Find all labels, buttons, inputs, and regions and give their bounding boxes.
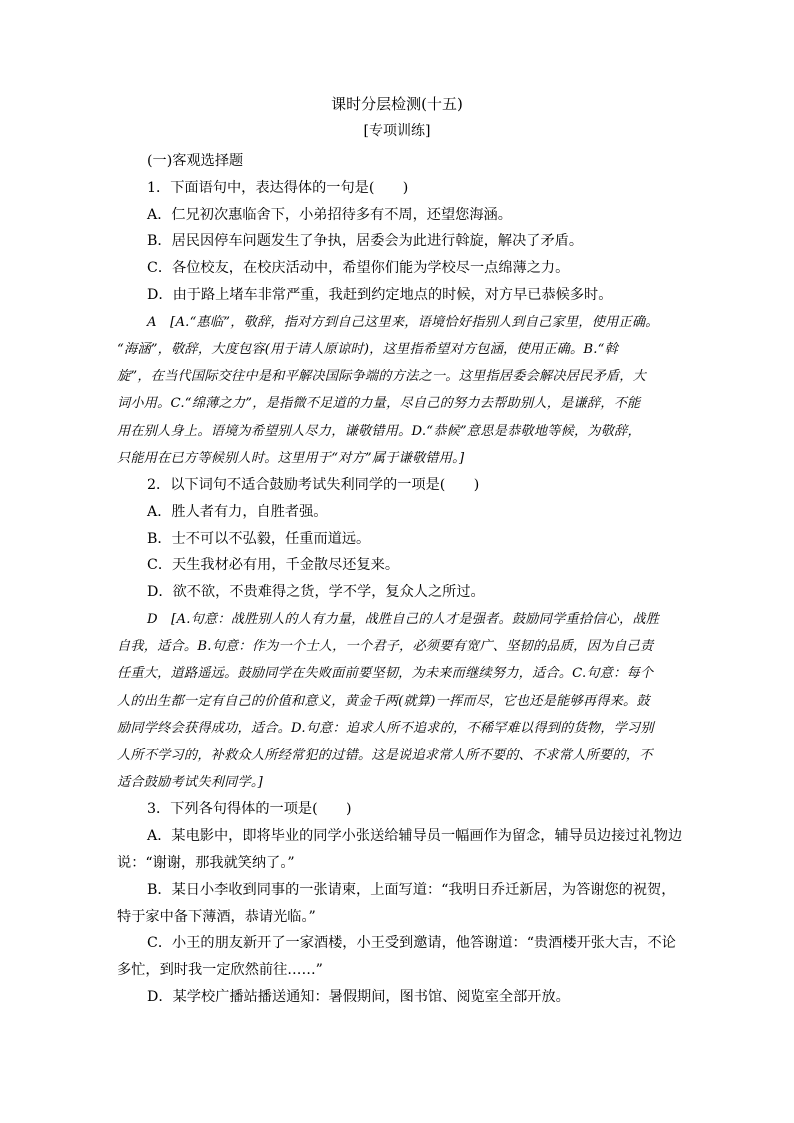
- answer-line: 自我，适合。B.句意：作为一个士人，一个君子，必须要有宽广、坚韧的品质，因为自己责: [117, 639, 654, 655]
- answer-line: 人所不学习的，补救众人所经常犯的过错。这是说追求常人所不要的、不求常人所要的，不: [117, 748, 653, 763]
- page-subtitle: [专项训练]: [363, 123, 431, 139]
- option-b-continued: 特于家中备下薄酒，恭请光临。”: [117, 908, 316, 925]
- question-3: [117, 796, 683, 1010]
- option-a: A．仁兄初次惠临舍下，小弟招待多有不周，还望您海涵。: [147, 206, 512, 223]
- option-c-continued: 多忙，到时我一定欣然前往……”: [117, 962, 323, 979]
- answer-line: 用在别人身上。语境为希望别人尽力，谦敬错用。D.“恭候”意思是恭敬地等候，为敬辞，: [117, 423, 641, 439]
- option-b: B．士不可以不弘毅，任重而道远。: [147, 530, 371, 547]
- answer-line: D [A.句意：战胜别人的人有力量，战胜自己的人才是强者。鼓励同学重拾信心，战胜: [147, 611, 660, 627]
- answer-explanation: [117, 309, 679, 472]
- question-stem: 2．以下词句不适合鼓励考试失利同学的一项是( ): [147, 477, 480, 493]
- answer-line: A [A.“惠临”，敬辞，指对方到自己这里来，语境恰好指别人到自己家里，使用正确。: [147, 314, 659, 330]
- section-heading: (一)客观选择题: [147, 153, 244, 169]
- question-2: [117, 472, 679, 796]
- answer-line: 旋”，在当代国际交往中是和平解决国际争端的方法之一。这里指居委会解决居民矛盾，大: [117, 369, 647, 385]
- question-1: [117, 175, 679, 472]
- option-b: B．某日小李收到同事的一张请柬，上面写道：“我明日乔迁新居，为答谢您的祝贺，: [147, 881, 676, 898]
- option-c: C．天生我材必有用，千金散尽还复来。: [147, 557, 400, 574]
- option-a: A．某电影中，即将毕业的同学小张送给辅导员一幅画作为留念，辅导员边接过礼物边: [147, 828, 683, 845]
- page-title: 课时分层检测(十五): [331, 95, 463, 113]
- answer-line: 人的出生都一定有自己的价值和意义，黄金千两(就算)一挥而尽，它也还是能够再得来。鼓: [117, 693, 650, 709]
- question-stem: 3．下列各句得体的一项是( ): [147, 801, 352, 818]
- option-c: C．各位校友，在校庆活动中，希望你们能为学校尽一点绵薄之力。: [147, 260, 570, 277]
- question-stem: 1．下面语句中，表达得体的一句是( ): [147, 179, 409, 196]
- option-d: D．某学校广播站播送通知：暑假期间，图书馆、阅览室全部开放。: [147, 988, 570, 1005]
- option-c: C．小王的朋友新开了一家酒楼，小王受到邀请，他答谢道：“贵酒楼开张大吉，不论: [147, 935, 676, 952]
- answer-line: “海涵”，敬辞，大度包容(用于请人原谅时)，这里指希望对方包涵，使用正确。B.“斡: [117, 341, 618, 357]
- option-d: D．由于路上堵车非常严重，我赶到约定地点的时候，对方早已恭候多时。: [147, 286, 613, 303]
- answer-explanation: [117, 606, 679, 796]
- content-body: [117, 148, 683, 1011]
- answer-line: 只能用在已方等候别人时。这里用于“对方”属于谦敬错用。]: [117, 450, 465, 466]
- option-a: A．胜人者有力，自胜者强。: [147, 503, 328, 520]
- answer-line: 励同学终会获得成功，适合。D.句意：追求人所不追求的，不稀罕难以得到的货物，学习别: [117, 720, 654, 736]
- answer-line: 适合鼓励考试失利同学。]: [117, 775, 264, 791]
- answer-line: 词小用。C.“绵薄之力”，是指微不足道的力量，尽自己的努力去帮助别人，是谦辞，不能: [117, 396, 641, 412]
- option-a-continued: 说：“谢谢，那我就笑纳了。”: [117, 855, 295, 871]
- option-d: D．欲不欲，不贵难得之货，学不学，复众人之所过。: [147, 584, 485, 601]
- option-b: B．居民因停车问题发生了争执，居委会为此进行斡旋，解决了矛盾。: [147, 233, 584, 250]
- answer-line: 任重大，道路遥远。鼓励同学在失败面前要坚韧，为未来而继续努力，适合。C.句意：每个: [117, 666, 654, 682]
